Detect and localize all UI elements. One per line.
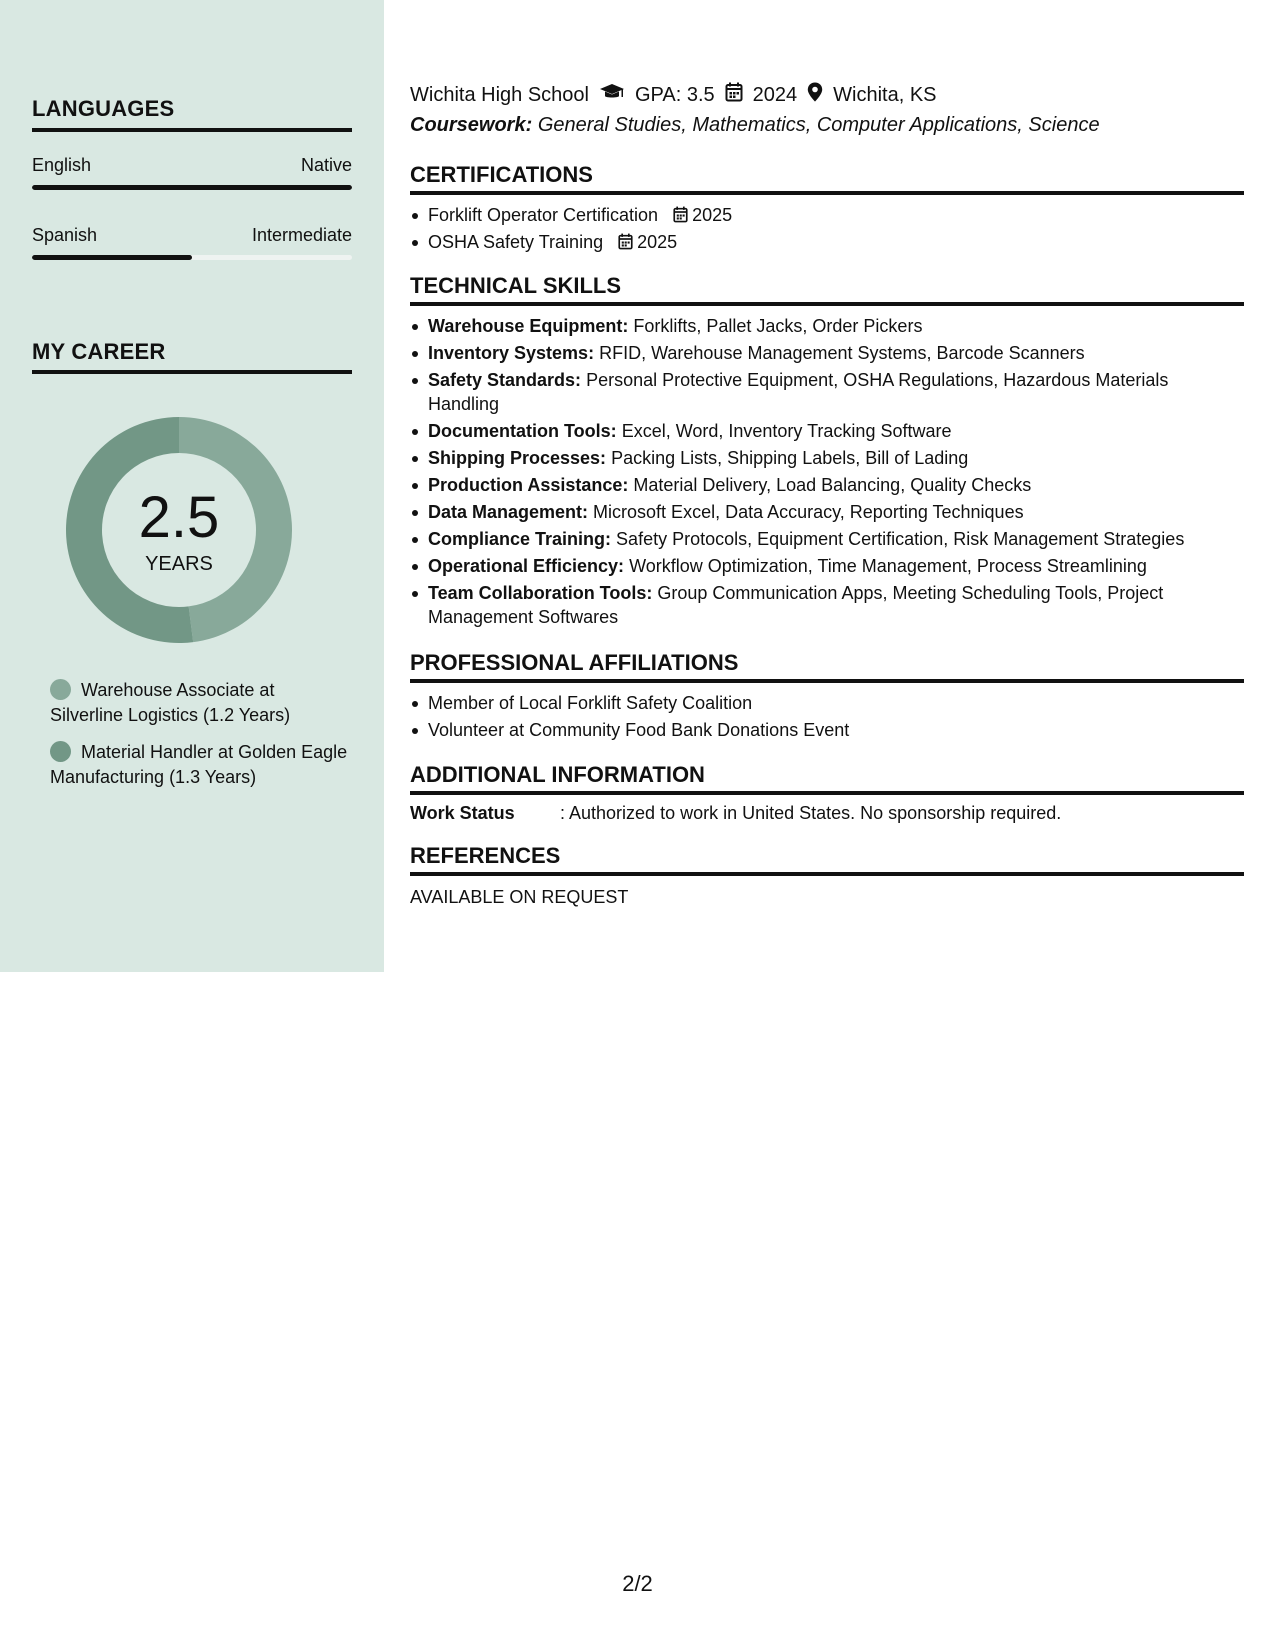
language-name: Spanish bbox=[32, 225, 98, 245]
skill-item bbox=[410, 419, 1244, 443]
certifications-title: CERTIFICATIONS bbox=[410, 162, 593, 187]
certifications-list bbox=[410, 203, 1244, 257]
list-item bbox=[410, 203, 1244, 227]
skill-label: Warehouse Equipment: bbox=[428, 316, 629, 336]
skill-value: Personal Protective Equipment, OSHA Regulations, Hazardous Materials Handling bbox=[428, 370, 1169, 414]
career-legend-item bbox=[50, 740, 350, 790]
language-name: English bbox=[32, 155, 92, 175]
career-donut-chart bbox=[66, 417, 292, 643]
skill-value: Material Delivery, Load Balancing, Quality Checks bbox=[633, 475, 1032, 495]
skill-item bbox=[410, 341, 1244, 365]
skill-item bbox=[410, 314, 1244, 338]
career-total-unit: YEARS bbox=[145, 553, 213, 575]
language-bar-fill bbox=[32, 255, 192, 260]
school-name: Wichita High School bbox=[410, 83, 589, 106]
skill-item bbox=[410, 554, 1244, 578]
certification-name: OSHA Safety Training bbox=[428, 232, 604, 252]
skill-label: Data Management: bbox=[428, 502, 589, 522]
language-level: Intermediate bbox=[251, 225, 352, 245]
work-status-row bbox=[410, 803, 1061, 824]
skill-label: Shipping Processes: bbox=[428, 448, 607, 468]
skill-value: Workflow Optimization, Time Management, Process Streamlining bbox=[629, 556, 1147, 576]
legend-dot bbox=[50, 741, 71, 762]
language-level: Native bbox=[300, 155, 352, 175]
career-legend-item bbox=[50, 678, 350, 728]
technical-skills-title: TECHNICAL SKILLS bbox=[410, 273, 622, 298]
skill-item bbox=[410, 500, 1244, 524]
calendar-icon bbox=[725, 82, 743, 108]
languages-title: LANGUAGES bbox=[32, 96, 175, 121]
calendar-icon bbox=[673, 206, 688, 223]
career-legend-label: Material Handler at Golden Eagle Manufacturing (1.3 Years) bbox=[50, 742, 348, 787]
affiliations-title: PROFESSIONAL AFFILIATIONS bbox=[410, 650, 739, 675]
skill-item bbox=[410, 473, 1244, 497]
list-item bbox=[410, 230, 1244, 254]
list-item: Member of Local Forklift Safety Coalition bbox=[410, 691, 1244, 715]
sidebar bbox=[0, 0, 384, 972]
coursework bbox=[410, 114, 1100, 137]
references-text: AVAILABLE ON REQUEST bbox=[410, 887, 629, 907]
language-bar-spanish bbox=[32, 255, 352, 260]
skill-item bbox=[410, 581, 1244, 629]
skill-item bbox=[410, 527, 1244, 551]
skill-label: Team Collaboration Tools: bbox=[428, 583, 653, 603]
location-pin-icon bbox=[807, 82, 823, 108]
skill-label: Documentation Tools: bbox=[428, 421, 617, 441]
references-title: REFERENCES bbox=[410, 843, 561, 868]
career-rule bbox=[32, 370, 352, 374]
certification-name: Forklift Operator Certification bbox=[428, 205, 659, 225]
affiliations-list bbox=[410, 691, 1244, 745]
references-rule bbox=[410, 872, 1244, 876]
skill-label: Inventory Systems: bbox=[428, 343, 595, 363]
skill-value: Forklifts, Pallet Jacks, Order Pickers bbox=[633, 316, 923, 336]
skill-value: RFID, Warehouse Management Systems, Barcode Scanners bbox=[599, 343, 1085, 363]
coursework-label: Coursework: bbox=[410, 114, 533, 136]
legend-dot bbox=[50, 679, 71, 700]
skill-value: Microsoft Excel, Data Accuracy, Reporting Techniques bbox=[593, 502, 1024, 522]
education-line bbox=[410, 82, 937, 108]
skill-value: Packing Lists, Shipping Labels, Bill of Lading bbox=[611, 448, 969, 468]
career-total-value: 2.5 bbox=[138, 485, 220, 550]
graduation-cap-icon bbox=[599, 82, 625, 108]
page-number: 2/2 bbox=[622, 1571, 653, 1596]
career-legend-label: Warehouse Associate at Silverline Logistics (1.2 Years) bbox=[50, 680, 291, 725]
skill-value: Excel, Word, Inventory Tracking Software bbox=[621, 421, 952, 441]
certification-year: 2025 bbox=[692, 205, 733, 225]
language-bar-english bbox=[32, 185, 352, 190]
language-row-english bbox=[32, 155, 352, 176]
technical-skills-list bbox=[410, 314, 1244, 632]
skill-item bbox=[410, 446, 1244, 470]
certification-date bbox=[673, 203, 732, 227]
additional-info-title: ADDITIONAL INFORMATION bbox=[410, 762, 705, 787]
career-title: MY CAREER bbox=[32, 339, 166, 364]
list-item: Volunteer at Community Food Bank Donations Event bbox=[410, 718, 1244, 742]
skill-label: Safety Standards: bbox=[428, 370, 582, 390]
technical-skills-rule bbox=[410, 302, 1244, 306]
certification-year: 2025 bbox=[637, 232, 678, 252]
gpa: GPA: 3.5 bbox=[634, 83, 715, 106]
language-row-spanish bbox=[32, 225, 352, 246]
skill-value: Group Communication Apps, Meeting Scheduling Tools, Project Management Softwares bbox=[428, 583, 1164, 627]
certification-date bbox=[618, 230, 677, 254]
additional-info-rule bbox=[410, 791, 1244, 795]
language-bar-fill bbox=[32, 185, 352, 190]
skill-label: Compliance Training: bbox=[428, 529, 612, 549]
skill-item bbox=[410, 368, 1244, 416]
skill-label: Production Assistance: bbox=[428, 475, 629, 495]
career-donut-label bbox=[66, 417, 292, 643]
work-status-key: Work Status bbox=[410, 803, 515, 823]
calendar-icon bbox=[618, 233, 633, 250]
graduation-year: 2024 bbox=[752, 83, 798, 106]
location: Wichita, KS bbox=[833, 83, 937, 106]
skill-label: Operational Efficiency: bbox=[428, 556, 625, 576]
work-status-value: : Authorized to work in United States. No sponsorship required. bbox=[560, 803, 1062, 823]
coursework-list: General Studies, Mathematics, Computer Applications, Science bbox=[537, 114, 1100, 136]
affiliations-rule bbox=[410, 679, 1244, 683]
certifications-rule bbox=[410, 191, 1244, 195]
languages-rule bbox=[32, 128, 352, 132]
skill-value: Safety Protocols, Equipment Certification, Risk Management Strategies bbox=[616, 529, 1185, 549]
